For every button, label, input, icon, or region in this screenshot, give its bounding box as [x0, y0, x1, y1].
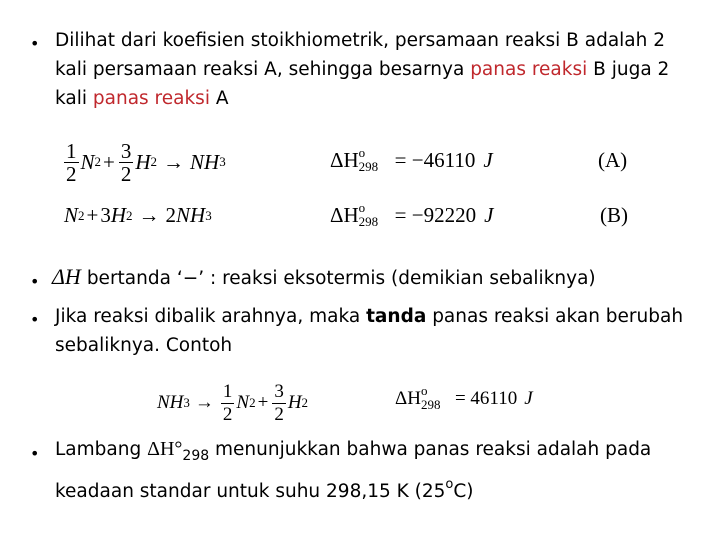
text-line: Jika reaksi dibalik arahnya, maka tanda panas reaksi akan berubah [55, 306, 684, 327]
enthalpy-a: ΔH o 298 = −46110 J [330, 144, 493, 174]
text-line: Lambang $\Delta H^\circ_{298}$ menunjukkan bahwa panas reaksi adalah pada [55, 438, 652, 464]
bullet: • [30, 444, 40, 463]
text-line: keadaan standar untuk suhu 298,15 K (25$^o$C) [55, 477, 474, 502]
enthalpy-b: ΔH o 298 = −92220 J [330, 199, 494, 229]
equation-a: $\frac{1}{2}$ N 2 + $\frac{3}{2}$ H 2 → NH 3 [66, 138, 226, 186]
bullet: • [30, 34, 40, 53]
text-line: Dilihat dari koefisien stoikhiometrik, persamaan reaksi B adalah 2 [55, 30, 666, 51]
bullet: • [30, 272, 40, 291]
paragraph-standard [55, 437, 720, 504]
text-line: kali panas reaksi A [55, 88, 229, 109]
label-a: (A) [598, 148, 628, 172]
paragraph-coefficient [55, 29, 715, 111]
paragraph-sign: ΔH bertanda ‘−’ : reaksi eksotermis (demikian sebaliknya) [52, 264, 596, 289]
text-line: kali persamaan reaksi A, sehingga besarnya panas reaksi B juga 2 [55, 59, 670, 80]
delta-h-symbol: ΔH [52, 264, 81, 289]
label-b: (B) [600, 203, 628, 227]
equation-b: N 2 + 3 H 2 → 2 NH 3 [64, 203, 212, 227]
bullet: • [30, 310, 40, 329]
enthalpy-c: ΔH o 298 = 46110 J [395, 383, 533, 412]
bold-tanda: tanda [366, 306, 427, 327]
highlight-panas-reaksi: panas reaksi [92, 88, 210, 109]
paragraph-reverse [55, 305, 720, 358]
text-line: sebaliknya. Contoh [55, 335, 233, 356]
highlight-panas-reaksi: panas reaksi [470, 59, 588, 80]
standard-enthalpy-symbol: ΔH° [147, 438, 183, 460]
equation-c: NH 3 → $\frac{1}{2}$ N 2 + $\frac{3}{2}$ H 2 [157, 380, 309, 425]
